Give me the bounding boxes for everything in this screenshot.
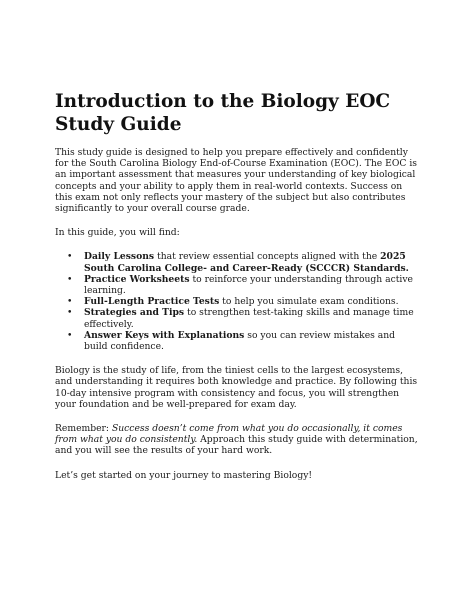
item-bold-standards: 2025 South Carolina College- and Career-Ready (SCCCR) Standards. — [84, 251, 409, 274]
list-intro: In this guide, you will find: — [55, 227, 180, 239]
list-item — [67, 251, 421, 274]
bullet-icon: • — [67, 307, 73, 319]
intro-paragraph: This study guide is designed to help you prepare effectively and confidently for the South Carolina Biology End-of-Course Examination (EOC). The EOC is an important assessment that measures your understanding of key biological concepts and your ability to apply them in real-world contexts. Success on this exam not only reflects your mastery of the subject but also contributes significantly to your overall course grade. — [55, 147, 417, 215]
bullet-icon: • — [67, 329, 73, 341]
item-bold: Full-Length Practice Tests — [84, 296, 220, 308]
feature-list — [55, 251, 421, 352]
item-bold: Strategies and Tips — [84, 307, 185, 319]
item-text: so you can review mistakes and build confidence. — [84, 329, 396, 353]
remember-label: Remember: — [55, 423, 112, 435]
item-text: to reinforce your understanding through active learning. — [84, 273, 413, 297]
page-title: Introduction to the Biology EOC Study Guide — [55, 91, 391, 135]
remember-paragraph — [55, 423, 421, 457]
list-item — [67, 307, 421, 330]
list-item — [67, 273, 421, 297]
remember-rest: Approach this study guide with determination, and you will see the results of your hard work. — [55, 434, 418, 457]
bullet-icon: • — [67, 251, 73, 263]
item-bold: Practice Worksheets — [84, 273, 190, 285]
item-text: to help you simulate exam conditions. — [219, 296, 399, 308]
item-text: that review essential concepts aligned with the — [154, 251, 381, 263]
list-item — [67, 296, 421, 308]
item-bold: Answer Keys with Explanations — [84, 329, 245, 341]
remember-quote: Success doesn’t come from what you do occasionally, it comes from what you do consistently. — [55, 423, 403, 446]
bullet-icon: • — [67, 273, 73, 285]
bullet-icon: • — [67, 296, 73, 308]
document-page — [55, 90, 421, 494]
closing-paragraph: Let’s get started on your journey to mastering Biology! — [55, 469, 313, 481]
item-bold: Daily Lessons — [84, 251, 155, 263]
item-text: to strengthen test-taking skills and manage time effectively. — [84, 307, 414, 330]
body-paragraph: Biology is the study of life, from the tiniest cells to the largest ecosystems, and understanding it requires both knowledge and practice. By following this 10-day intensive program with consistency and focus, you will strengthen your foundation and be well-prepared for exam day. — [55, 365, 418, 410]
list-item — [67, 329, 421, 353]
